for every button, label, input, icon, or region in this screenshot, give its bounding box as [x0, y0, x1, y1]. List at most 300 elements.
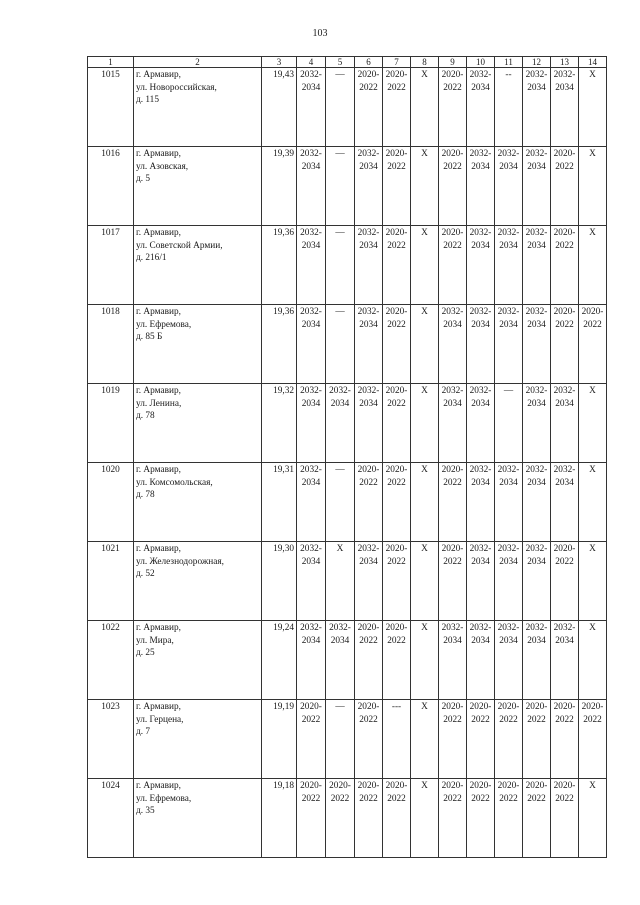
- period-cell: [579, 779, 607, 858]
- column-header: 8: [411, 57, 439, 68]
- period-cell: [495, 384, 523, 463]
- period-end: 2022: [330, 793, 350, 804]
- period-start: 2032-: [300, 149, 322, 159]
- period-end: 2034: [443, 319, 462, 330]
- period-cell: [297, 305, 326, 384]
- address-house: д. 7: [136, 727, 151, 737]
- period-start: —: [335, 702, 345, 712]
- period-end: 2022: [387, 477, 406, 488]
- period-cell: [439, 542, 467, 621]
- period-start: X: [421, 781, 428, 791]
- period-cell: [467, 463, 495, 542]
- address-city: г. Армавир,: [136, 623, 181, 633]
- period-start: 2032-: [469, 307, 492, 317]
- period-cell: [383, 68, 411, 147]
- period-cell: [411, 542, 439, 621]
- address-city: г. Армавир,: [136, 386, 181, 396]
- table-row: [88, 305, 607, 384]
- period-start: 2032-: [497, 544, 520, 554]
- period-cell: [383, 305, 411, 384]
- period-end: 2022: [555, 714, 574, 725]
- period-cell: [411, 621, 439, 700]
- period-cell: [297, 621, 326, 700]
- period-end: 2022: [359, 793, 378, 804]
- period-cell: [495, 779, 523, 858]
- period-cell: [551, 463, 579, 542]
- row-number: 1016: [88, 147, 134, 226]
- period-start: 2032-: [469, 623, 492, 633]
- column-header: 1: [88, 57, 134, 68]
- period-start: —: [503, 386, 514, 396]
- period-cell: [467, 621, 495, 700]
- period-start: 2032-: [469, 544, 492, 554]
- period-start: 2032-: [357, 386, 380, 396]
- period-end: 2034: [359, 240, 378, 251]
- period-cell: [355, 463, 383, 542]
- period-cell: [467, 147, 495, 226]
- period-cell: [383, 542, 411, 621]
- period-end: 2034: [301, 82, 321, 93]
- period-start: 2020-: [553, 149, 576, 159]
- period-start: 2032-: [357, 307, 380, 317]
- period-end: 2022: [555, 556, 574, 567]
- period-end: 2034: [359, 161, 378, 172]
- period-cell: [523, 700, 551, 779]
- value-cell: 19,32: [262, 384, 297, 463]
- period-end: 2034: [527, 477, 546, 488]
- period-cell: [439, 700, 467, 779]
- period-start: 2020-: [497, 702, 520, 712]
- period-start: X: [589, 149, 596, 159]
- period-cell: [383, 147, 411, 226]
- address-house: д. 115: [136, 95, 159, 105]
- period-cell: [495, 305, 523, 384]
- address-city: г. Армавир,: [136, 781, 181, 791]
- period-cell: [495, 463, 523, 542]
- address-house: д. 25: [136, 648, 155, 658]
- period-cell: [297, 68, 326, 147]
- period-end: 2022: [359, 82, 378, 93]
- period-start: 2020-: [385, 70, 408, 80]
- period-start: 2032-: [525, 386, 548, 396]
- period-start: 2020-: [385, 149, 408, 159]
- period-cell: [326, 305, 355, 384]
- value-cell: 19,18: [262, 779, 297, 858]
- address-cell: [134, 463, 262, 542]
- row-number: 1018: [88, 305, 134, 384]
- column-header: 5: [326, 57, 355, 68]
- period-end: 2034: [499, 635, 518, 646]
- period-end: 2022: [387, 635, 406, 646]
- period-cell: [551, 779, 579, 858]
- period-cell: [551, 621, 579, 700]
- header-row: [88, 57, 607, 68]
- period-start: X: [421, 702, 428, 712]
- period-cell: [523, 463, 551, 542]
- period-end: 2034: [527, 161, 546, 172]
- period-cell: [297, 147, 326, 226]
- period-start: 2032-: [525, 544, 548, 554]
- period-cell: [355, 700, 383, 779]
- period-start: 2032-: [300, 623, 322, 633]
- period-end: 2034: [330, 398, 350, 409]
- period-end: 2034: [527, 398, 546, 409]
- period-cell: [355, 542, 383, 621]
- period-cell: [551, 305, 579, 384]
- address-city: г. Армавир,: [136, 307, 181, 317]
- period-end: 2022: [583, 319, 602, 330]
- period-cell: [579, 463, 607, 542]
- period-cell: [551, 384, 579, 463]
- period-end: 2034: [301, 161, 321, 172]
- period-end: 2022: [443, 82, 462, 93]
- period-end: 2022: [499, 793, 518, 804]
- period-start: X: [421, 386, 428, 396]
- period-start: 2032-: [441, 623, 464, 633]
- period-cell: [297, 384, 326, 463]
- period-cell: [355, 147, 383, 226]
- address-cell: [134, 226, 262, 305]
- period-cell: [523, 68, 551, 147]
- value-cell: 19,39: [262, 147, 297, 226]
- period-cell: [467, 384, 495, 463]
- address-street: ул. Советской Армии,: [136, 240, 223, 251]
- period-cell: [383, 463, 411, 542]
- value-cell: 19,36: [262, 305, 297, 384]
- period-start: 2032-: [300, 465, 322, 475]
- address-house: д. 52: [136, 569, 155, 579]
- period-cell: [523, 305, 551, 384]
- period-cell: [523, 779, 551, 858]
- period-cell: [411, 68, 439, 147]
- address-cell: [134, 305, 262, 384]
- period-cell: [326, 68, 355, 147]
- period-end: 2034: [527, 319, 546, 330]
- period-cell: [495, 700, 523, 779]
- period-end: 2022: [583, 714, 602, 725]
- period-end: 2034: [471, 398, 490, 409]
- period-cell: [411, 226, 439, 305]
- period-start: 2032-: [525, 465, 548, 475]
- period-cell: [579, 384, 607, 463]
- period-end: 2022: [555, 319, 574, 330]
- address-city: г. Армавир,: [136, 544, 181, 554]
- period-cell: [495, 542, 523, 621]
- period-end: 2022: [499, 714, 518, 725]
- period-cell: [523, 542, 551, 621]
- column-header: 3: [262, 57, 297, 68]
- period-start: 2032-: [497, 465, 520, 475]
- period-start: 2032-: [469, 228, 492, 238]
- period-end: 2034: [499, 161, 518, 172]
- period-cell: [579, 542, 607, 621]
- period-end: 2022: [443, 793, 462, 804]
- period-start: 2020-: [300, 781, 322, 791]
- period-end: 2034: [301, 319, 321, 330]
- period-start: 2032-: [469, 465, 492, 475]
- housing-register-table: [87, 56, 607, 858]
- period-end: 2034: [527, 82, 546, 93]
- period-cell: [523, 226, 551, 305]
- value-cell: 19,24: [262, 621, 297, 700]
- period-end: 2034: [330, 635, 350, 646]
- period-cell: [411, 384, 439, 463]
- period-cell: [326, 621, 355, 700]
- period-end: 2034: [499, 556, 518, 567]
- value-cell: 19,36: [262, 226, 297, 305]
- period-start: X: [336, 544, 344, 554]
- period-cell: [439, 68, 467, 147]
- period-cell: [467, 305, 495, 384]
- period-end: 2034: [471, 477, 490, 488]
- period-start: 2020-: [385, 544, 408, 554]
- period-cell: [439, 305, 467, 384]
- address-street: ул. Новороссийская,: [136, 82, 217, 93]
- table-row: [88, 621, 607, 700]
- period-end: 2034: [499, 477, 518, 488]
- period-end: 2034: [471, 319, 490, 330]
- period-end: 2034: [471, 635, 490, 646]
- period-start: 2032-: [525, 70, 548, 80]
- address-cell: [134, 621, 262, 700]
- period-cell: [467, 779, 495, 858]
- column-header: 4: [297, 57, 326, 68]
- row-number: 1023: [88, 700, 134, 779]
- period-end: 2034: [301, 398, 321, 409]
- period-start: 2020-: [385, 465, 408, 475]
- address-city: г. Армавир,: [136, 702, 181, 712]
- period-end: 2022: [443, 240, 462, 251]
- period-start: X: [589, 465, 596, 475]
- period-start: 2032-: [441, 386, 464, 396]
- period-cell: [383, 226, 411, 305]
- address-street: ул. Герцена,: [136, 714, 184, 725]
- period-cell: [551, 226, 579, 305]
- period-cell: [579, 147, 607, 226]
- address-cell: [134, 779, 262, 858]
- period-start: —: [335, 228, 345, 238]
- period-cell: [551, 147, 579, 226]
- period-cell: [326, 226, 355, 305]
- period-start: 2032-: [525, 149, 548, 159]
- period-cell: [551, 542, 579, 621]
- period-end: 2034: [555, 82, 574, 93]
- column-header: 13: [551, 57, 579, 68]
- period-cell: [326, 779, 355, 858]
- period-end: 2022: [387, 793, 406, 804]
- table-row: [88, 542, 607, 621]
- period-cell: [326, 463, 355, 542]
- period-end: 2022: [359, 635, 378, 646]
- column-header: 11: [495, 57, 523, 68]
- period-end: 2022: [443, 556, 462, 567]
- period-start: X: [421, 465, 428, 475]
- row-number: 1019: [88, 384, 134, 463]
- column-header: 14: [579, 57, 607, 68]
- period-start: X: [589, 623, 596, 633]
- period-start: 2020-: [497, 781, 520, 791]
- period-cell: [297, 700, 326, 779]
- address-cell: [134, 384, 262, 463]
- period-end: 2034: [527, 556, 546, 567]
- period-start: 2020-: [385, 307, 408, 317]
- address-house: д. 5: [136, 174, 151, 184]
- period-end: 2034: [471, 240, 490, 251]
- period-end: 2034: [471, 82, 490, 93]
- period-cell: [411, 700, 439, 779]
- address-street: ул. Ефремова,: [136, 793, 192, 804]
- period-cell: [355, 779, 383, 858]
- period-end: 2034: [471, 161, 490, 172]
- period-start: 2032-: [553, 386, 576, 396]
- period-end: 2022: [301, 714, 321, 725]
- period-start: 2032-: [441, 307, 464, 317]
- period-start: 2020-: [525, 702, 548, 712]
- period-cell: [383, 779, 411, 858]
- period-cell: [411, 147, 439, 226]
- period-end: 2022: [555, 793, 574, 804]
- period-start: X: [421, 228, 428, 238]
- period-cell: [411, 779, 439, 858]
- period-start: X: [421, 544, 428, 554]
- period-cell: [297, 463, 326, 542]
- period-start: X: [589, 386, 596, 396]
- period-cell: [579, 621, 607, 700]
- period-end: 2034: [359, 319, 378, 330]
- period-start: X: [421, 70, 428, 80]
- period-cell: [523, 147, 551, 226]
- period-cell: [467, 68, 495, 147]
- period-start: 2020-: [469, 702, 492, 712]
- period-end: 2034: [555, 398, 574, 409]
- period-start: —: [335, 70, 345, 80]
- period-cell: [326, 384, 355, 463]
- period-start: 2020-: [357, 702, 380, 712]
- address-city: г. Армавир,: [136, 228, 181, 238]
- period-start: --: [505, 70, 512, 80]
- period-start: 2032-: [525, 307, 548, 317]
- period-cell: [579, 226, 607, 305]
- period-end: 2034: [301, 556, 321, 567]
- address-house: д. 85 Б: [136, 332, 163, 342]
- table-row: [88, 226, 607, 305]
- period-start: 2032-: [469, 386, 492, 396]
- period-end: 2022: [443, 714, 462, 725]
- period-start: 2032-: [525, 623, 548, 633]
- period-start: 2032-: [357, 228, 380, 238]
- address-cell: [134, 68, 262, 147]
- period-end: 2034: [555, 635, 574, 646]
- period-start: 2032-: [300, 307, 322, 317]
- period-cell: [551, 68, 579, 147]
- address-city: г. Армавир,: [136, 465, 181, 475]
- period-start: 2020-: [553, 781, 576, 791]
- period-start: 2032-: [525, 228, 548, 238]
- period-start: 2020-: [385, 386, 408, 396]
- period-cell: [355, 621, 383, 700]
- period-cell: [326, 700, 355, 779]
- period-cell: [467, 226, 495, 305]
- period-cell: [439, 384, 467, 463]
- period-end: 2022: [301, 793, 321, 804]
- row-number: 1024: [88, 779, 134, 858]
- address-city: г. Армавир,: [136, 149, 181, 159]
- address-house: д. 216/1: [136, 253, 167, 263]
- period-start: X: [589, 544, 596, 554]
- period-start: 2020-: [441, 149, 464, 159]
- period-start: 2020-: [357, 781, 380, 791]
- period-start: 2032-: [300, 544, 322, 554]
- period-start: 2032-: [300, 386, 322, 396]
- address-cell: [134, 700, 262, 779]
- period-cell: [495, 621, 523, 700]
- period-cell: [523, 384, 551, 463]
- period-start: X: [421, 307, 428, 317]
- period-end: 2022: [471, 714, 490, 725]
- period-cell: [411, 463, 439, 542]
- address-house: д. 78: [136, 411, 155, 421]
- table-row: [88, 700, 607, 779]
- table-row: [88, 147, 607, 226]
- period-end: 2022: [387, 556, 406, 567]
- period-cell: [355, 384, 383, 463]
- row-number: 1022: [88, 621, 134, 700]
- period-start: 2020-: [357, 465, 380, 475]
- column-header: 6: [355, 57, 383, 68]
- period-start: 2020-: [553, 307, 576, 317]
- period-start: 2020-: [357, 70, 380, 80]
- period-start: 2020-: [441, 228, 464, 238]
- table-row: [88, 779, 607, 858]
- period-start: 2020-: [300, 702, 322, 712]
- address-street: ул. Ленина,: [136, 398, 182, 409]
- period-start: 2032-: [300, 228, 322, 238]
- period-cell: [355, 305, 383, 384]
- period-start: 2032-: [497, 623, 520, 633]
- period-cell: [523, 621, 551, 700]
- table-row: [88, 463, 607, 542]
- table-row: [88, 68, 607, 147]
- period-end: 2022: [387, 398, 406, 409]
- period-cell: [326, 542, 355, 621]
- period-start: 2032-: [357, 149, 380, 159]
- period-start: 2032-: [329, 386, 351, 396]
- period-start: X: [589, 781, 596, 791]
- period-cell: [326, 147, 355, 226]
- period-start: 2032-: [357, 544, 380, 554]
- period-start: 2032-: [497, 307, 520, 317]
- address-city: г. Армавир,: [136, 70, 181, 80]
- period-start: 2020-: [553, 702, 576, 712]
- period-end: 2022: [359, 477, 378, 488]
- period-end: 2034: [471, 556, 490, 567]
- row-number: 1017: [88, 226, 134, 305]
- period-end: 2022: [359, 714, 378, 725]
- page-number: 103: [312, 28, 328, 39]
- period-start: 2032-: [497, 228, 520, 238]
- period-cell: [579, 68, 607, 147]
- period-end: 2022: [387, 161, 406, 172]
- address-cell: [134, 147, 262, 226]
- address-street: ул. Мира,: [136, 635, 174, 646]
- column-header: 2: [134, 57, 262, 68]
- period-start: 2032-: [329, 623, 351, 633]
- period-end: 2034: [527, 635, 546, 646]
- period-start: 2020-: [385, 623, 408, 633]
- period-end: 2022: [387, 82, 406, 93]
- address-street: ул. Комсомольская,: [136, 477, 213, 488]
- period-end: 2022: [555, 240, 574, 251]
